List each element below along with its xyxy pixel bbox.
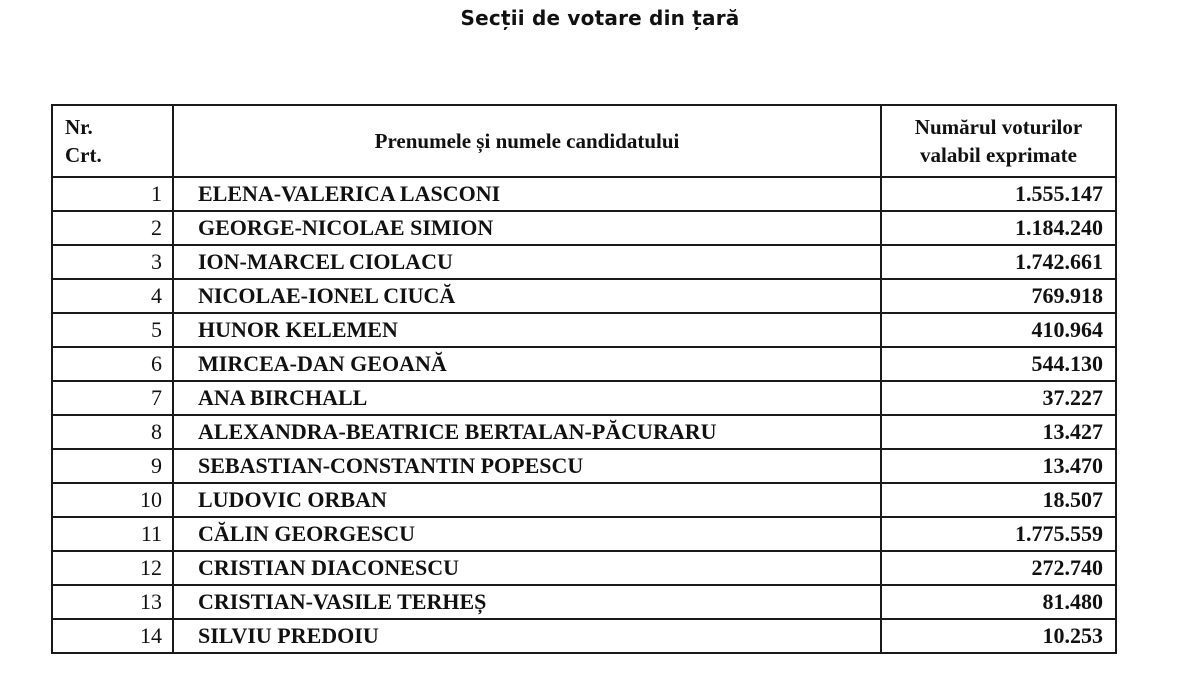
table-row <box>52 415 1116 449</box>
candidate-name: CĂLIN GEORGESCU <box>173 517 881 551</box>
table-row <box>52 279 1116 313</box>
table-row <box>52 245 1116 279</box>
candidate-name: CRISTIAN-VASILE TERHEȘ <box>173 585 881 619</box>
row-number: 13 <box>52 585 173 619</box>
vote-count: 81.480 <box>881 585 1116 619</box>
table-row <box>52 517 1116 551</box>
row-number: 9 <box>52 449 173 483</box>
row-number: 1 <box>52 177 173 211</box>
candidate-name: MIRCEA-DAN GEOANĂ <box>173 347 881 381</box>
header-votes-line1: Numărul voturilor <box>914 115 1083 139</box>
candidate-name: SILVIU PREDOIU <box>173 619 881 653</box>
table-header-row <box>52 105 1116 177</box>
header-nr-line2: Crt. <box>65 143 102 167</box>
vote-count: 1.555.147 <box>881 177 1116 211</box>
row-number: 12 <box>52 551 173 585</box>
row-number: 3 <box>52 245 173 279</box>
table-row <box>52 177 1116 211</box>
candidate-name: GEORGE-NICOLAE SIMION <box>173 211 881 245</box>
vote-count: 1.742.661 <box>881 245 1116 279</box>
row-number: 10 <box>52 483 173 517</box>
vote-count: 13.470 <box>881 449 1116 483</box>
header-nr-line1: Nr. <box>65 115 93 139</box>
vote-count: 769.918 <box>881 279 1116 313</box>
row-number: 4 <box>52 279 173 313</box>
row-number: 6 <box>52 347 173 381</box>
vote-count: 272.740 <box>881 551 1116 585</box>
row-number: 5 <box>52 313 173 347</box>
candidate-name: NICOLAE-IONEL CIUCĂ <box>173 279 881 313</box>
row-number: 2 <box>52 211 173 245</box>
row-number: 11 <box>52 517 173 551</box>
table-row <box>52 585 1116 619</box>
candidate-name: ANA BIRCHALL <box>173 381 881 415</box>
vote-count: 18.507 <box>881 483 1116 517</box>
table-row <box>52 449 1116 483</box>
vote-count: 1.775.559 <box>881 517 1116 551</box>
table-body <box>52 177 1116 653</box>
vote-count: 10.253 <box>881 619 1116 653</box>
vote-count: 1.184.240 <box>881 211 1116 245</box>
header-nr-crt <box>52 105 173 177</box>
header-candidate-name: Prenumele și numele candidatului <box>173 105 881 177</box>
results-table <box>51 104 1117 654</box>
candidate-name: LUDOVIC ORBAN <box>173 483 881 517</box>
page-title: Secții de votare din țară <box>460 6 740 30</box>
candidate-name: SEBASTIAN-CONSTANTIN POPESCU <box>173 449 881 483</box>
vote-count: 37.227 <box>881 381 1116 415</box>
candidate-name: ION-MARCEL CIOLACU <box>173 245 881 279</box>
vote-count: 544.130 <box>881 347 1116 381</box>
row-number: 8 <box>52 415 173 449</box>
vote-count: 13.427 <box>881 415 1116 449</box>
table-row <box>52 483 1116 517</box>
row-number: 14 <box>52 619 173 653</box>
table-row <box>52 381 1116 415</box>
header-votes-line2: valabil exprimate <box>920 143 1077 167</box>
vote-count: 410.964 <box>881 313 1116 347</box>
candidate-name: ELENA-VALERICA LASCONI <box>173 177 881 211</box>
table-row <box>52 551 1116 585</box>
table-row <box>52 211 1116 245</box>
table-row <box>52 313 1116 347</box>
candidate-name: HUNOR KELEMEN <box>173 313 881 347</box>
table-row <box>52 347 1116 381</box>
candidate-name: ALEXANDRA-BEATRICE BERTALAN-PĂCURARU <box>173 415 881 449</box>
row-number: 7 <box>52 381 173 415</box>
header-valid-votes <box>881 105 1116 177</box>
table-row <box>52 619 1116 653</box>
candidate-name: CRISTIAN DIACONESCU <box>173 551 881 585</box>
